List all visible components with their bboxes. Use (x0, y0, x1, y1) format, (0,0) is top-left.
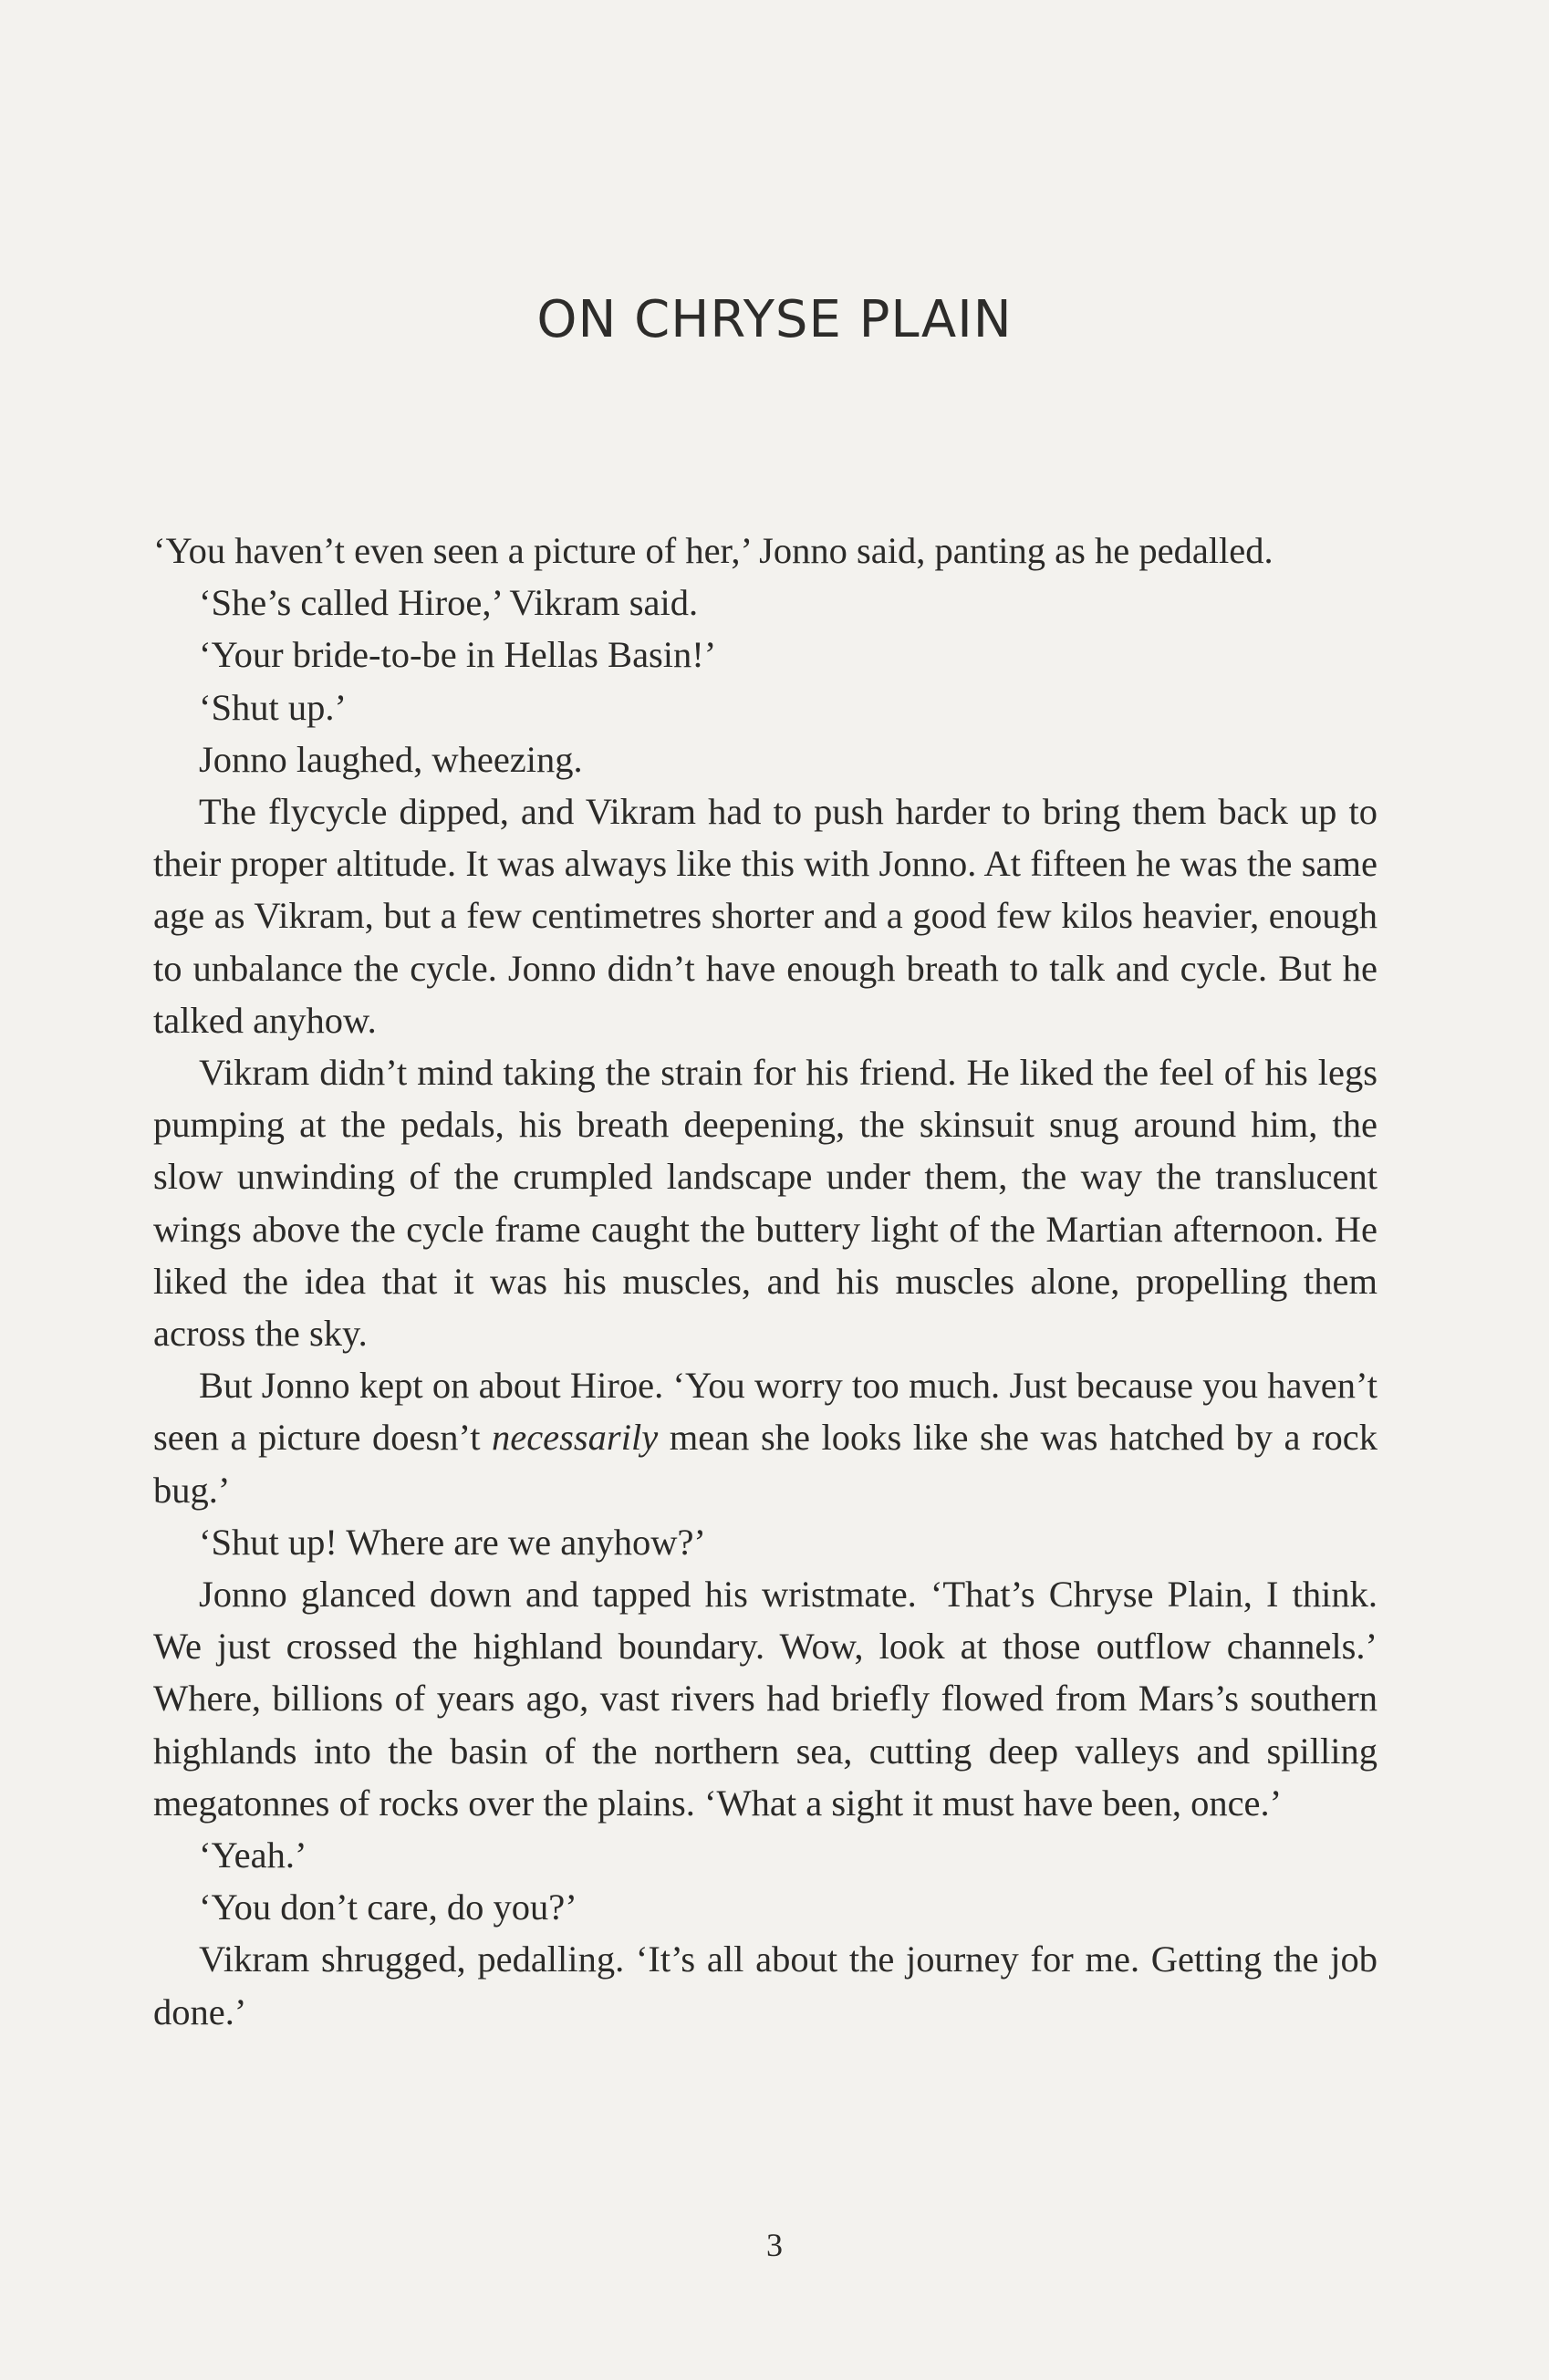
paragraph-text: But Jonno kept on about Hiroe. ‘You worry too much. Just because you haven’t seen a picture doesn’t (153, 1365, 1377, 1459)
paragraph: ‘Shut up.’ (199, 686, 347, 728)
paragraph: ‘Yeah.’ (199, 1834, 307, 1876)
paragraph: ‘You haven’t even seen a picture of her,’ Jonno said, panting as he pedalled. (153, 530, 1274, 571)
paragraph: ‘Shut up! Where are we anyhow?’ (199, 1521, 706, 1563)
paragraph: The flycycle dipped, and Vikram had to push harder to bring them back up to their proper altitude. It was always like this with Jonno. At fifteen he was the same age as Vikram, but a few centimetres shorter and a good few kilos heavier, enough to unbalance the cycle. Jonno didn’t have enough breath to talk and cycle. But he talked anyhow. (153, 791, 1377, 1041)
paragraph-text: mean she looks like she was hatched by a rock bug.’ (153, 1417, 1377, 1511)
paragraph: ‘She’s called Hiroe,’ Vikram said. (199, 582, 699, 624)
paragraph: Jonno laughed, wheezing. (199, 738, 583, 780)
paragraph (153, 1359, 1377, 1516)
paragraph: ‘You don’t care, do you?’ (199, 1886, 577, 1928)
chapter-title: ON CHRYSE PLAIN (536, 290, 1013, 349)
italic-emphasis: necessarily (491, 1417, 659, 1459)
paragraph: ‘Your bride-to-be in Hellas Basin!’ (199, 634, 717, 676)
paragraph: Jonno glanced down and tapped his wristmate. ‘That’s Chryse Plain, I think. We just crossed the highland boundary. Wow, look at those outflow channels.’ Where, billions of years ago, vast rivers had briefly flowed from Mars’s southern highlands into the basin of the northern sea, cutting deep valleys and spilling megatonnes of rocks over the plains. ‘What a sight it must have been, once.’ (153, 1574, 1377, 1824)
body-text (153, 525, 1377, 2038)
paragraph: Vikram didn’t mind taking the strain for his friend. He liked the feel of his legs pumping at the pedals, his breath deepening, the skinsuit snug around him, the slow unwinding of the crumpled landscape under them, the way the translucent wings above the cycle frame caught the buttery light of the Martian afternoon. He liked the idea that it was his muscles, and his muscles alone, propelling them across the sky. (153, 1052, 1377, 1355)
paragraph: Vikram shrugged, pedalling. ‘It’s all about the journey for me. Getting the job done.’ (153, 1938, 1377, 2032)
page-number: 3 (766, 2227, 783, 2263)
